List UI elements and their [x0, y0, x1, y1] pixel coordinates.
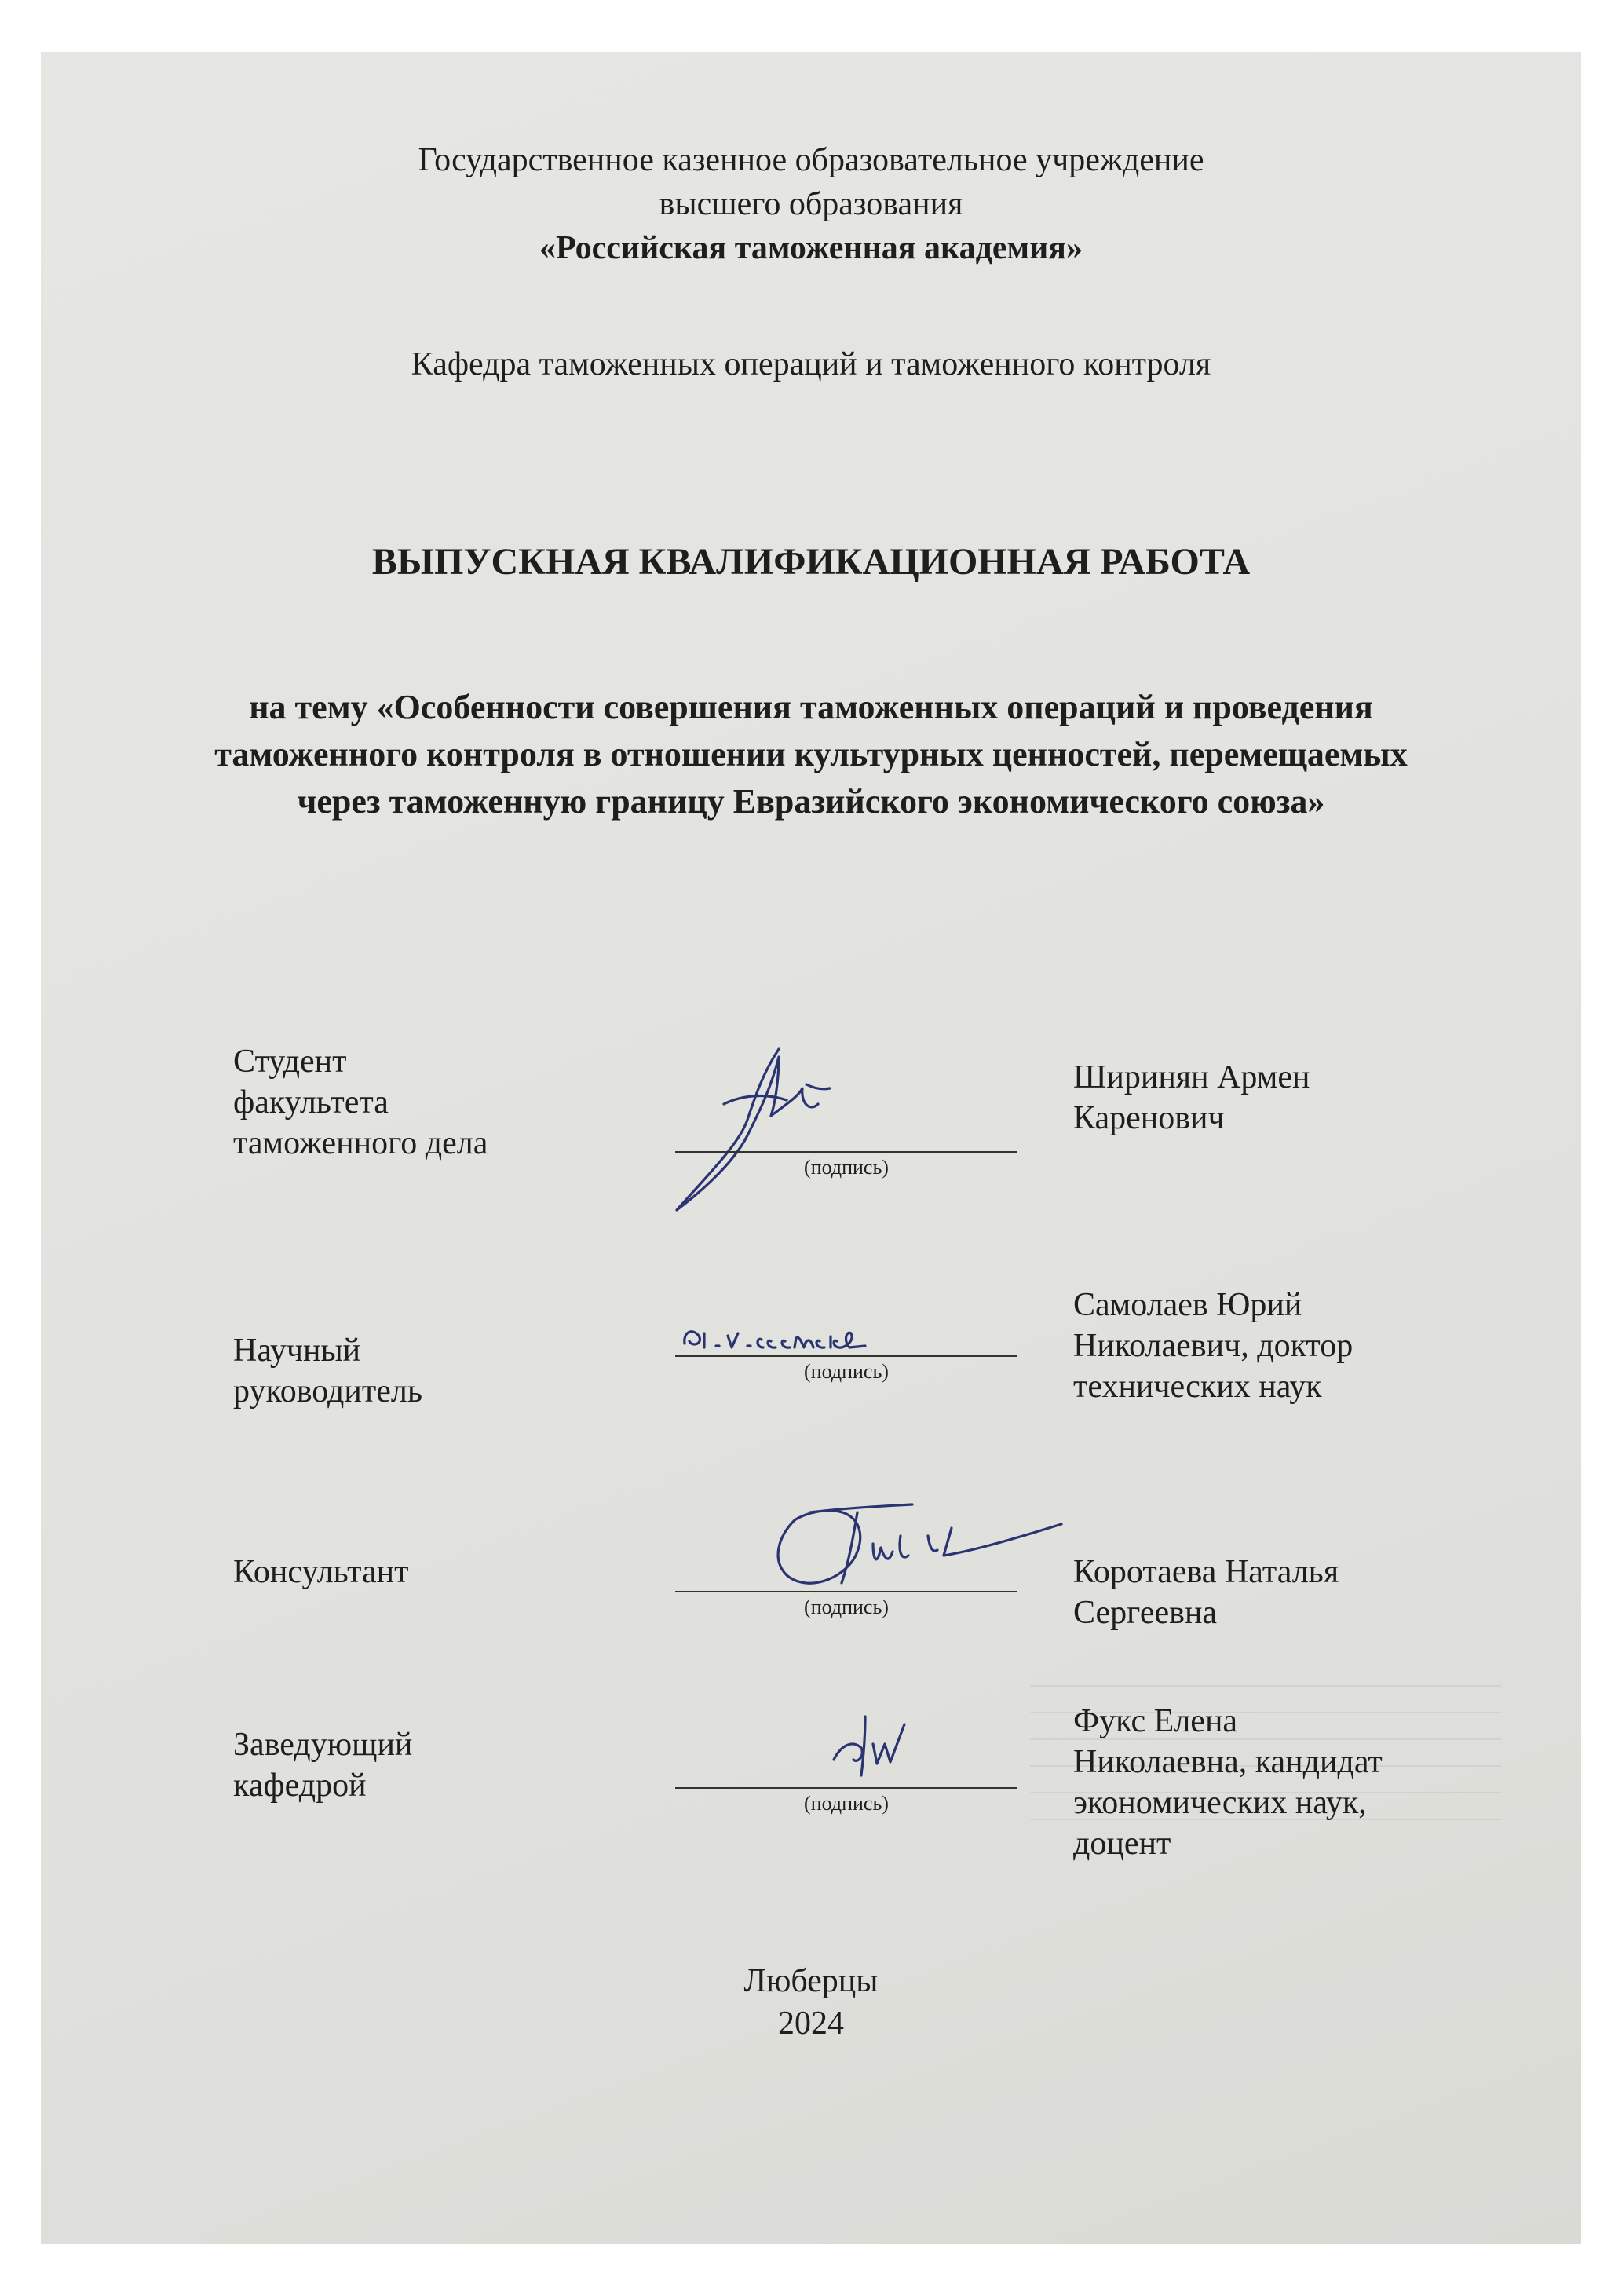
institution-header	[41, 138, 1581, 270]
role-label: Заведующий кафедрой	[233, 1727, 413, 1804]
institution-line-2: высшего образования	[659, 186, 963, 222]
signature-caption: (подпись)	[804, 1596, 889, 1618]
role-label: Студент факультета таможенного дела	[233, 1044, 488, 1161]
signature-caption: (подпись)	[804, 1360, 889, 1383]
institution-line-1: Государственное казенное образовательное учреждение	[418, 142, 1204, 178]
place-and-year	[41, 1960, 1581, 2045]
place: Люберцы	[743, 1963, 879, 1999]
department-name: Кафедра таможенных операций и таможенного контроля	[411, 346, 1211, 382]
person-name: Ширинян Армен Каренович	[1073, 1059, 1310, 1136]
signature-caption: (подпись)	[804, 1156, 889, 1179]
role-label: Научный руководитель	[233, 1333, 423, 1409]
person-name: Фукс Елена Николаевна, кандидат экономических наук, доцент	[1073, 1703, 1383, 1862]
consultant-signature	[747, 1489, 1077, 1607]
bleed-through-text	[1030, 1685, 1501, 1826]
thesis-topic: на тему «Особенности совершения таможенных операций и проведения таможенного контроля в отношении культурных ценностей, перемещаемых через таможенную границу Евразийского экономического союза»	[214, 688, 1408, 821]
head-signature	[818, 1701, 975, 1787]
signature-caption: (подпись)	[804, 1792, 889, 1815]
institution-name: «Российская таможенная академия»	[539, 230, 1083, 266]
person-name: Самолаев Юрий Николаевич, доктор технических наук	[1073, 1287, 1353, 1405]
student-signature	[661, 1041, 897, 1245]
document-page	[41, 52, 1581, 2244]
document-title: ВЫПУСКНАЯ КВАЛИФИКАЦИОННАЯ РАБОТА	[371, 541, 1251, 583]
role-label: Консультант	[233, 1554, 409, 1590]
year: 2024	[778, 2005, 844, 2042]
person-name: Коротаева Наталья Сергеевна	[1073, 1554, 1339, 1631]
